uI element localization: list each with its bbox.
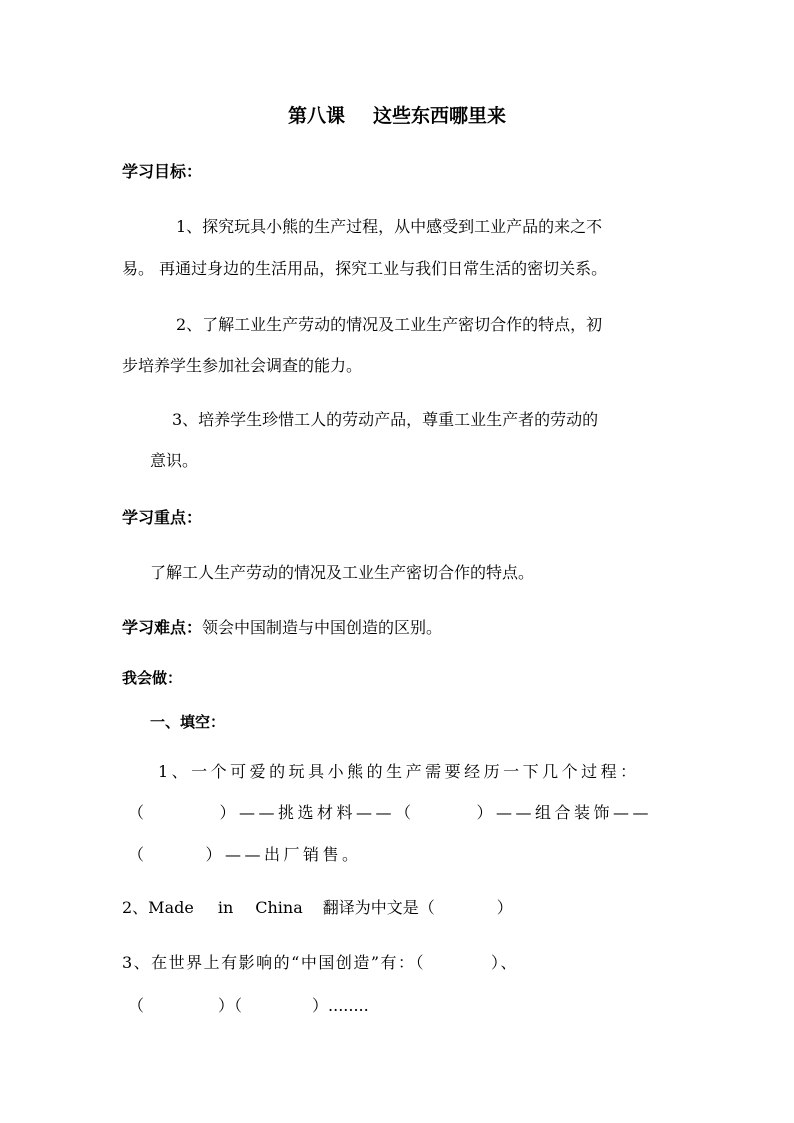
q3-paren-open-2: （: [128, 996, 145, 1015]
objective-2-line-1: 2、了解工业生产劳动的情况及工业生产密切合作的特点，初: [176, 315, 603, 334]
practice-heading: 我会做：: [122, 669, 183, 687]
q3-paren-mid: ）（: [218, 996, 243, 1015]
objective-3-line-1: 3、培养学生珍惜工人的劳动产品，尊重工业生产者的劳动的: [172, 410, 599, 429]
question-1-line-2: [128, 801, 652, 825]
q1-step-assemble-decorate: ）——组合装饰——: [476, 803, 653, 822]
q2-china: China: [255, 898, 303, 917]
difficulty-text: 领会中国制造与中国创造的区别。: [202, 618, 443, 637]
q1-paren-open-1: （: [128, 803, 148, 822]
question-3-line-1: [122, 951, 518, 975]
objective-1-line-1: 1、探究玩具小熊的生产过程，从中感受到工业产品的来之不: [176, 217, 603, 236]
fill-blank-section-heading: 一、填空：: [150, 713, 226, 731]
q2-in: in: [217, 898, 234, 917]
q1-paren-open-3: （: [128, 845, 148, 864]
q3-prompt: 3、在世界上有影响的“中国创造”有：（: [122, 953, 426, 972]
question-2: [122, 896, 513, 920]
key-points-heading: 学习重点：: [122, 508, 203, 527]
objective-1-line-2: 易。 再通过身边的生活用品，探究工业与我们日常生活的密切关系。: [122, 259, 608, 278]
objectives-heading: 学习目标：: [122, 162, 203, 181]
q3-paren-close-1: ）、: [491, 953, 519, 972]
question-3-line-2: [128, 994, 369, 1018]
difficulty-heading: 学习难点：: [122, 618, 203, 637]
lesson-number: 第八课: [287, 105, 345, 127]
question-1-line-1: 1、一个可爱的玩具小熊的生产需要经历一下几个过程：: [158, 762, 640, 781]
q2-made: 2、Made: [122, 898, 194, 917]
q2-paren-close: ）: [496, 898, 513, 917]
question-1-line-3: [128, 843, 362, 867]
q3-ellipsis: ）........: [312, 996, 369, 1015]
q2-prompt: 翻译为中文是（: [322, 898, 435, 917]
objective-3-line-2: 意识。: [150, 451, 199, 470]
difficulty-row: [122, 616, 442, 640]
page-title: [0, 104, 794, 128]
q1-step-select-materials: ）——挑选材料——（: [219, 803, 415, 822]
q1-step-sale: ）——出厂销售。: [205, 845, 362, 864]
key-points-text: 了解工人生产劳动的情况及工业生产密切合作的特点。: [150, 563, 535, 582]
lesson-name: 这些东西哪里来: [373, 105, 507, 127]
objective-2-line-2: 步培养学生参加社会调查的能力。: [122, 356, 363, 375]
